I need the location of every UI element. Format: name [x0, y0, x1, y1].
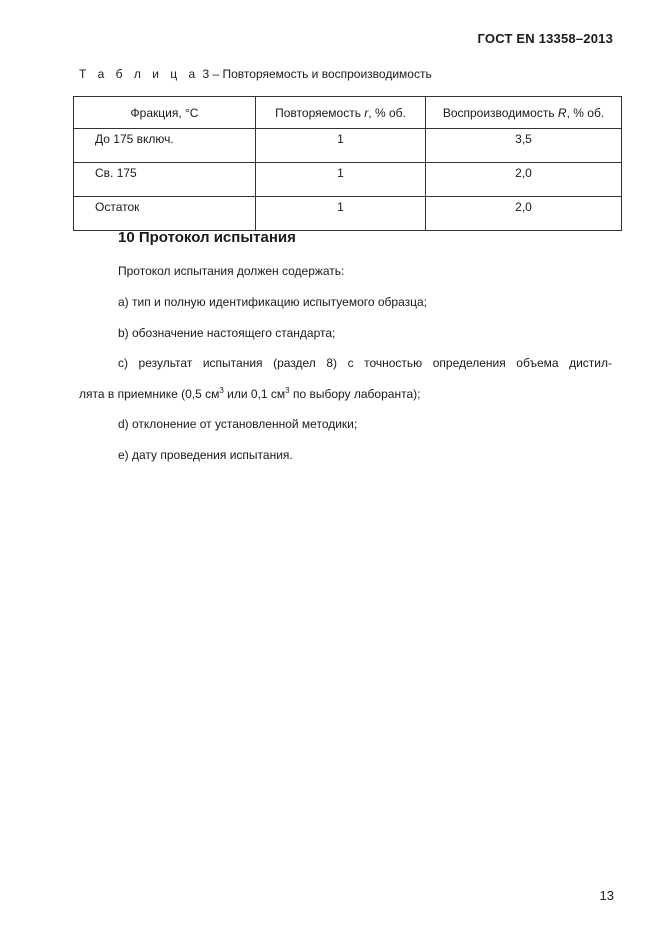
table-header-row [74, 97, 622, 129]
repeatability-table [73, 96, 622, 231]
list-item-c-line2 [79, 387, 420, 401]
cell-repeatability: 1 [256, 129, 426, 163]
column-header-reproducibility-suffix: , % об. [566, 105, 605, 120]
list-item-e: e) дату проведения испытания. [118, 448, 293, 462]
superscript-cube: 3 [219, 386, 224, 395]
section-title: 10 Протокол испытания [118, 229, 296, 246]
list-item-b: b) обозначение настоящего стандарта; [118, 326, 336, 340]
column-header-repeatability [256, 97, 426, 129]
cell-fraction: До 175 включ. [74, 129, 256, 163]
table-caption [79, 67, 432, 81]
reproducibility-symbol: R [557, 105, 567, 120]
document-header-code: ГОСТ EN 13358–2013 [477, 31, 613, 46]
list-item-c-text-a: лята в приемнике (0,5 см [79, 387, 220, 401]
cell-fraction: Остаток [74, 197, 256, 231]
section-intro: Протокол испытания должен содержать: [118, 264, 345, 278]
repeatability-symbol: r [364, 105, 369, 120]
table-row [74, 129, 622, 163]
page-number: 13 [599, 888, 614, 903]
list-item-c-text-c: по выбору лаборанта); [289, 387, 421, 401]
table-row [74, 163, 622, 197]
list-item-c-text-b: или 0,1 см [223, 387, 286, 401]
cell-reproducibility: 2,0 [426, 197, 622, 231]
list-item-c-line1: c) результат испытания (раздел 8) с точностью определения объема дистил- [118, 356, 612, 370]
table-caption-text: 3 – Повторяемость и воспроизводимость [202, 67, 432, 81]
cell-repeatability: 1 [256, 163, 426, 197]
column-header-repeatability-prefix: Повторяемость [275, 105, 365, 120]
column-header-reproducibility [426, 97, 622, 129]
list-item-d: d) отклонение от установленной методики; [118, 417, 358, 431]
cell-reproducibility: 3,5 [426, 129, 622, 163]
column-header-repeatability-suffix: , % об. [368, 105, 406, 120]
list-item-a: a) тип и полную идентификацию испытуемого образца; [118, 295, 428, 309]
cell-repeatability: 1 [256, 197, 426, 231]
cell-reproducibility: 2,0 [426, 163, 622, 197]
table-row [74, 197, 622, 231]
column-header-reproducibility-prefix: Воспроизводимость [442, 105, 558, 120]
cell-fraction: Св. 175 [74, 163, 256, 197]
superscript-cube: 3 [285, 386, 290, 395]
table-caption-label: Т а б л и ц а [79, 67, 200, 81]
column-header-fraction: Фракция, °С [74, 97, 256, 129]
